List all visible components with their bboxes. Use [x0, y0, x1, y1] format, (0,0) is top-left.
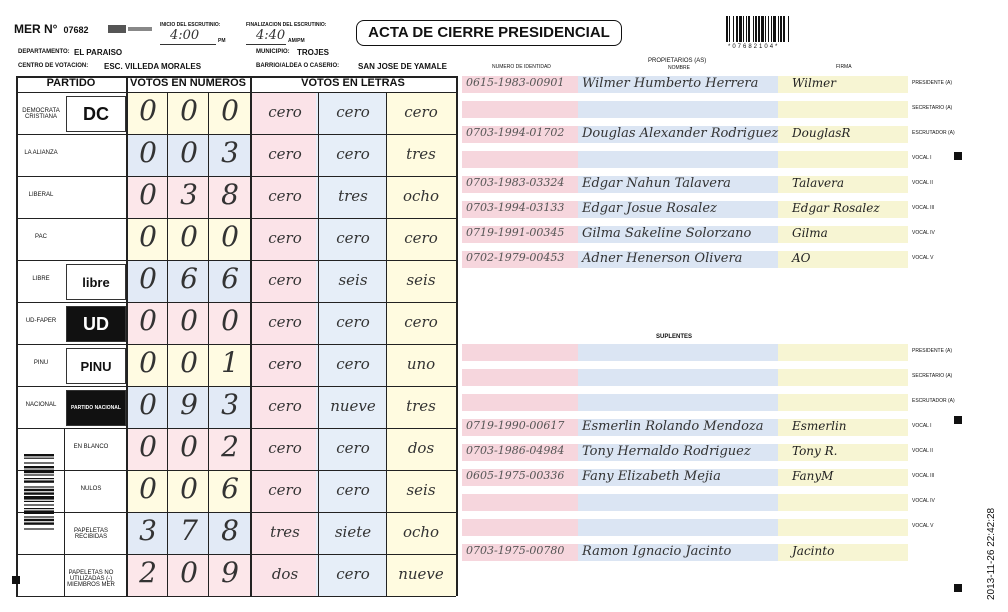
- barcode-bar: [24, 496, 54, 500]
- vote-word: seis: [338, 271, 368, 289]
- member-role-label: VOCAL V: [912, 255, 934, 261]
- vote-digit: 3: [139, 514, 157, 547]
- member-name: Esmerlin Rolando Mendoza: [582, 419, 764, 434]
- grid-line: [16, 470, 456, 471]
- barcode-bar: [24, 470, 54, 474]
- barcode-bar: [24, 516, 54, 517]
- member-row: [462, 201, 908, 218]
- member-name: Tony Hernaldo Rodriguez: [582, 444, 751, 459]
- table-row: [16, 302, 456, 344]
- inicio-label: INICIO DEL ESCRUTINIO:: [160, 22, 221, 28]
- vote-word: cero: [336, 481, 370, 499]
- member-id: 0719-1990-00617: [466, 419, 565, 432]
- document-title: ACTA DE CIERRE PRESIDENCIAL: [356, 20, 622, 46]
- member-role-label: VOCAL IV: [912, 230, 935, 236]
- name-cell: [578, 519, 778, 536]
- inicio-value: 4:00: [170, 28, 200, 43]
- vote-digit: 0: [139, 136, 157, 169]
- vote-word: cero: [336, 145, 370, 163]
- vote-digit: 8: [221, 178, 239, 211]
- member-row: [462, 369, 908, 386]
- signature-cell: [778, 369, 908, 386]
- final-value: 4:40: [256, 28, 286, 43]
- member-role-label: PRESIDENTE (A): [912, 80, 953, 86]
- grid-line: [64, 428, 65, 596]
- vote-word: cero: [336, 103, 370, 121]
- col-nombre-header: NOMBRE: [668, 65, 690, 71]
- vote-digit: 0: [221, 304, 239, 337]
- vote-digit: 6: [180, 262, 198, 295]
- member-role-label: SECRETARIO (A): [912, 373, 953, 379]
- votes-table: [16, 76, 456, 596]
- member-name: Douglas Alexander Rodriguez: [582, 126, 779, 141]
- signature-cell: [778, 151, 908, 168]
- member-role-label: VOCAL III: [912, 473, 935, 479]
- vote-word: cero: [268, 439, 302, 457]
- member-row: [462, 126, 908, 143]
- vote-word: cero: [268, 271, 302, 289]
- member-id: 0702-1979-00453: [466, 251, 565, 264]
- party-label: LIBRE: [32, 276, 50, 282]
- registration-mark: [954, 152, 962, 160]
- barcode-bar: [748, 16, 750, 42]
- vote-word: nueve: [398, 565, 444, 583]
- member-name: Edgar Josue Rosalez: [582, 201, 717, 216]
- vote-word: cero: [404, 229, 438, 247]
- vote-word: tres: [406, 397, 436, 415]
- id-cell: [462, 494, 578, 511]
- vote-digit: 0: [139, 220, 157, 253]
- member-id: 0605-1975-00336: [466, 469, 565, 482]
- vote-digit: 0: [139, 304, 157, 337]
- vote-digit: 0: [180, 430, 198, 463]
- final-underline: [246, 44, 286, 45]
- member-name: Edgar Nahun Talavera: [582, 176, 731, 191]
- registration-mark: [954, 416, 962, 424]
- barcode-bar: [24, 474, 54, 475]
- barcode-bar: [24, 510, 54, 514]
- grid-line: [16, 344, 456, 345]
- municipio-value: TROJES: [297, 48, 330, 57]
- vote-digit: 6: [221, 262, 239, 295]
- vote-digit: 0: [139, 262, 157, 295]
- vote-word: cero: [268, 103, 302, 121]
- signature-cell: [778, 101, 908, 118]
- grid-line: [16, 428, 456, 429]
- table-row: [16, 386, 456, 428]
- member-role-label: VOCAL II: [912, 180, 933, 186]
- barcode-bar: [24, 480, 54, 482]
- vote-digit: 0: [139, 430, 157, 463]
- vote-word: dos: [271, 565, 299, 583]
- party-label: LIBERAL: [28, 192, 54, 198]
- id-cell: [462, 344, 578, 361]
- member-row: [462, 469, 908, 486]
- vote-word: ocho: [402, 187, 440, 205]
- grid-line: [208, 92, 209, 596]
- vote-digit: 0: [180, 94, 198, 127]
- vote-word: cero: [268, 397, 302, 415]
- member-role-label: PRESIDENTE (A): [912, 348, 953, 354]
- vote-word: seis: [406, 271, 436, 289]
- member-name: Wilmer Humberto Herrera: [582, 76, 759, 91]
- signature-cell: [778, 519, 908, 536]
- barcode-bar: [746, 16, 747, 42]
- member-row: [462, 519, 908, 536]
- party-label: UD-FAPER: [25, 318, 57, 324]
- table-row: [16, 176, 456, 218]
- member-role-label: VOCAL III: [912, 205, 935, 211]
- member-role-label: SECRETARIO (A): [912, 105, 953, 111]
- vote-word: cero: [268, 481, 302, 499]
- vote-digit: 6: [221, 472, 239, 505]
- barcode-bar: [761, 16, 764, 42]
- vote-digit: 9: [180, 388, 198, 421]
- member-signature: Jacinto: [792, 544, 835, 558]
- barcode-bar: [778, 16, 779, 42]
- member-id: 0703-1994-01702: [466, 126, 565, 139]
- vote-digit: 0: [180, 304, 198, 337]
- final-ampm: AM/PM: [288, 38, 305, 44]
- col-firma-header: FIRMA: [836, 64, 852, 70]
- member-row: [462, 76, 908, 93]
- barcode-bar: [739, 16, 742, 42]
- member-row: [462, 226, 908, 243]
- member-signature: DouglasR: [792, 126, 851, 140]
- member-row: [462, 176, 908, 193]
- mer-number: [14, 22, 89, 36]
- vote-word: cero: [336, 439, 370, 457]
- registration-mark: [12, 576, 20, 584]
- id-cell: [462, 369, 578, 386]
- barrio-label: BARRIO/ALDEA O CASERIO:: [256, 63, 340, 69]
- name-cell: [578, 151, 778, 168]
- table-row: [16, 92, 456, 134]
- table-row: [16, 470, 456, 512]
- member-id: 0703-1975-00780: [466, 544, 565, 557]
- party-label: EN BLANCO: [73, 444, 109, 450]
- vote-word: cero: [268, 145, 302, 163]
- vote-word: cero: [404, 313, 438, 331]
- member-role-label: ESCRUTADOR (A): [912, 130, 955, 136]
- member-name: Gilma Sakeline Solorzano: [582, 226, 752, 241]
- grid-line: [16, 260, 456, 261]
- party-label: PINU: [33, 360, 49, 366]
- col-propietarios-header: PROPIETARIOS (AS): [648, 58, 707, 64]
- member-signature: Gilma: [792, 226, 828, 240]
- barcode-bar: [24, 458, 54, 459]
- mer-number-value: 07682: [63, 25, 89, 35]
- id-cell: [462, 101, 578, 118]
- vote-digit: 3: [221, 136, 239, 169]
- name-cell: [578, 101, 778, 118]
- barcode-bar: [24, 466, 54, 468]
- barcode-bar: [24, 486, 54, 487]
- col-votos-letras: VOTOS EN LETRAS: [301, 77, 405, 89]
- barcode-bar: [24, 492, 54, 494]
- municipio-label: MUNICIPIO:: [256, 49, 290, 55]
- vote-word: seis: [406, 481, 436, 499]
- barcode-bar: [24, 508, 54, 509]
- grid-line: [16, 76, 456, 78]
- member-signature: Esmerlin: [792, 419, 847, 433]
- barcode-bar: [24, 528, 54, 529]
- vote-word: cero: [336, 313, 370, 331]
- name-cell: [578, 494, 778, 511]
- vote-word: ocho: [402, 523, 440, 541]
- barcode-number: *07682104*: [728, 44, 780, 50]
- party-label: NULOS: [80, 486, 102, 492]
- grid-line: [16, 92, 456, 93]
- vote-word: cero: [336, 229, 370, 247]
- grid-line: [16, 302, 456, 303]
- barrio-value: SAN JOSE DE YAMALE: [358, 62, 447, 71]
- barcode-bar: [24, 454, 54, 456]
- signature-cell: [778, 344, 908, 361]
- member-row: [462, 344, 908, 361]
- grid-line: [456, 76, 458, 596]
- member-name: Adner Henerson Olivera: [582, 251, 743, 266]
- vote-digit: 7: [180, 514, 198, 547]
- member-signature: Wilmer: [792, 76, 837, 90]
- signature-cell: [778, 494, 908, 511]
- name-cell: [578, 394, 778, 411]
- member-id: 0615-1983-00901: [466, 76, 565, 89]
- centro-value: ESC. VILLEDA MORALES: [104, 62, 202, 71]
- barcode-bar: [780, 16, 782, 42]
- member-signature: Edgar Rosalez: [792, 201, 880, 215]
- vote-digit: 0: [180, 136, 198, 169]
- member-signature: AO: [792, 251, 811, 265]
- vote-word: tres: [406, 145, 436, 163]
- vote-digit: 2: [221, 430, 239, 463]
- col-votos-numeros: VOTOS EN NUMEROS: [130, 77, 246, 89]
- grid-line: [16, 134, 456, 135]
- barcode-bar: [24, 501, 54, 502]
- barcode-bar: [743, 16, 744, 42]
- vote-word: cero: [336, 565, 370, 583]
- member-id: 0703-1986-04984: [466, 444, 565, 457]
- grid-line: [16, 218, 456, 219]
- vote-digit: 0: [139, 178, 157, 211]
- vote-word: cero: [268, 229, 302, 247]
- departamento-value: EL PARAISO: [74, 48, 123, 57]
- table-row: [16, 428, 456, 470]
- barcode-bar: [783, 16, 785, 42]
- member-row: [462, 544, 908, 561]
- member-signature: FanyM: [792, 469, 834, 483]
- barcode-bar: [24, 462, 54, 463]
- id-cell: [462, 519, 578, 536]
- col-partido: PARTIDO: [46, 77, 96, 89]
- member-row: [462, 101, 908, 118]
- party-label: PAPELETAS NO UTILIZADAS (-) MIEMBROS MER: [67, 570, 115, 588]
- member-id: 0719-1991-00345: [466, 226, 565, 239]
- barcode-bar: [771, 16, 772, 42]
- party-label: LA ALIANZA: [24, 150, 58, 156]
- barcode-bar: [758, 16, 760, 42]
- grid-line: [16, 386, 456, 387]
- grid-line: [16, 176, 456, 177]
- member-role-label: ESCRUTADOR (A): [912, 398, 955, 404]
- signature-cell: [778, 394, 908, 411]
- vote-digit: 0: [221, 94, 239, 127]
- member-row: [462, 444, 908, 461]
- vote-digit: 0: [221, 220, 239, 253]
- barcode-bar: [726, 16, 728, 42]
- barcode-bar: [729, 16, 730, 42]
- table-row: [16, 134, 456, 176]
- vote-digit: 3: [180, 178, 198, 211]
- grid-line: [386, 92, 387, 596]
- party-logo: UD: [66, 306, 126, 342]
- id-cell: [462, 151, 578, 168]
- member-row: [462, 394, 908, 411]
- member-row: [462, 251, 908, 268]
- inicio-pm: PM: [218, 38, 226, 44]
- member-row: [462, 419, 908, 436]
- barcode-bar: [736, 16, 738, 42]
- member-role-label: VOCAL IV: [912, 498, 935, 504]
- barcode-bar: [24, 522, 54, 524]
- vote-digit: 0: [139, 94, 157, 127]
- member-signature: Tony R.: [792, 444, 838, 458]
- grid-line: [16, 554, 456, 555]
- vote-digit: 1: [221, 346, 239, 379]
- vote-word: tres: [338, 187, 368, 205]
- grid-line: [16, 596, 456, 597]
- table-row: [16, 344, 456, 386]
- vote-word: cero: [336, 355, 370, 373]
- barcode-bar: [768, 16, 769, 42]
- vote-digit: 0: [180, 472, 198, 505]
- grid-line: [250, 76, 252, 596]
- vote-digit: 0: [180, 220, 198, 253]
- vote-digit: 8: [221, 514, 239, 547]
- party-logo: libre: [66, 264, 126, 300]
- name-cell: [578, 344, 778, 361]
- party-logo: PINU: [66, 348, 126, 384]
- party-logo: PARTIDO NACIONAL: [66, 390, 126, 426]
- side-barcode: [24, 454, 60, 554]
- party-label: NACIONAL: [25, 402, 57, 408]
- party-label: DEMOCRATA CRISTIANA: [22, 108, 60, 120]
- barcode-bar: [24, 478, 54, 479]
- name-cell: [578, 369, 778, 386]
- table-row: [16, 512, 456, 554]
- barcode-bar: [788, 16, 789, 42]
- table-row: [16, 260, 456, 302]
- vote-digit: 0: [180, 556, 198, 589]
- vote-digit: 0: [139, 472, 157, 505]
- barcode-bar: [24, 504, 54, 505]
- barcode-bar: [24, 519, 54, 521]
- vote-word: cero: [404, 103, 438, 121]
- vote-word: siete: [334, 523, 372, 541]
- barcode-bar: [24, 489, 54, 491]
- suplentes-header: SUPLENTES: [656, 334, 693, 340]
- grid-line: [167, 92, 168, 596]
- vote-word: dos: [407, 439, 435, 457]
- member-name: Ramon Ignacio Jacinto: [582, 544, 732, 559]
- timestamp: 2013-11-26 22:42:28: [986, 507, 997, 600]
- vote-word: cero: [268, 355, 302, 373]
- grid-line: [16, 512, 456, 513]
- member-name: Fany Elizabeth Mejia: [582, 469, 721, 484]
- party-label: PAPELETAS RECIBIDAS: [73, 528, 109, 540]
- grid-line: [318, 92, 319, 596]
- mer-label: MER N°: [14, 22, 58, 36]
- member-row: [462, 494, 908, 511]
- party-logo: DC: [66, 96, 126, 132]
- table-row: [16, 554, 456, 596]
- vote-digit: 0: [139, 346, 157, 379]
- logo-icon: [108, 22, 152, 36]
- barcode-bar: [755, 16, 757, 42]
- member-role-label: VOCAL I: [912, 155, 932, 161]
- vote-digit: 0: [180, 346, 198, 379]
- vote-digit: 9: [221, 556, 239, 589]
- registration-mark: [954, 584, 962, 592]
- member-role-label: VOCAL V: [912, 523, 934, 529]
- member-role-label: VOCAL II: [912, 448, 933, 454]
- barcode-bar: [753, 16, 754, 42]
- id-cell: [462, 394, 578, 411]
- vote-word: nueve: [330, 397, 376, 415]
- member-row: [462, 151, 908, 168]
- table-row: [16, 218, 456, 260]
- vote-word: cero: [268, 313, 302, 331]
- member-id: 0703-1994-03133: [466, 201, 565, 214]
- barcode: [726, 16, 822, 42]
- col-id-header: NUMERO DE IDENTIDAD: [492, 64, 551, 70]
- departamento-label: DEPARTAMENTO:: [18, 49, 70, 55]
- party-label: PAC: [35, 234, 47, 240]
- vote-digit: 3: [221, 388, 239, 421]
- vote-digit: 0: [139, 388, 157, 421]
- member-role-label: VOCAL I: [912, 423, 932, 429]
- vote-word: cero: [268, 187, 302, 205]
- vote-word: uno: [406, 355, 436, 373]
- vote-digit: 2: [139, 556, 157, 589]
- centro-label: CENTRO DE VOTACION:: [18, 63, 89, 69]
- inicio-underline: [160, 44, 216, 45]
- member-id: 0703-1983-03324: [466, 176, 565, 189]
- barcode-bar: [765, 16, 766, 42]
- final-label: FINALIZACION DEL ESCRUTINIO:: [246, 22, 327, 28]
- vote-word: tres: [270, 523, 300, 541]
- barcode-bar: [733, 16, 734, 42]
- member-signature: Talavera: [792, 176, 844, 190]
- barcode-bar: [773, 16, 776, 42]
- grid-line: [16, 76, 18, 596]
- grid-line: [126, 76, 128, 596]
